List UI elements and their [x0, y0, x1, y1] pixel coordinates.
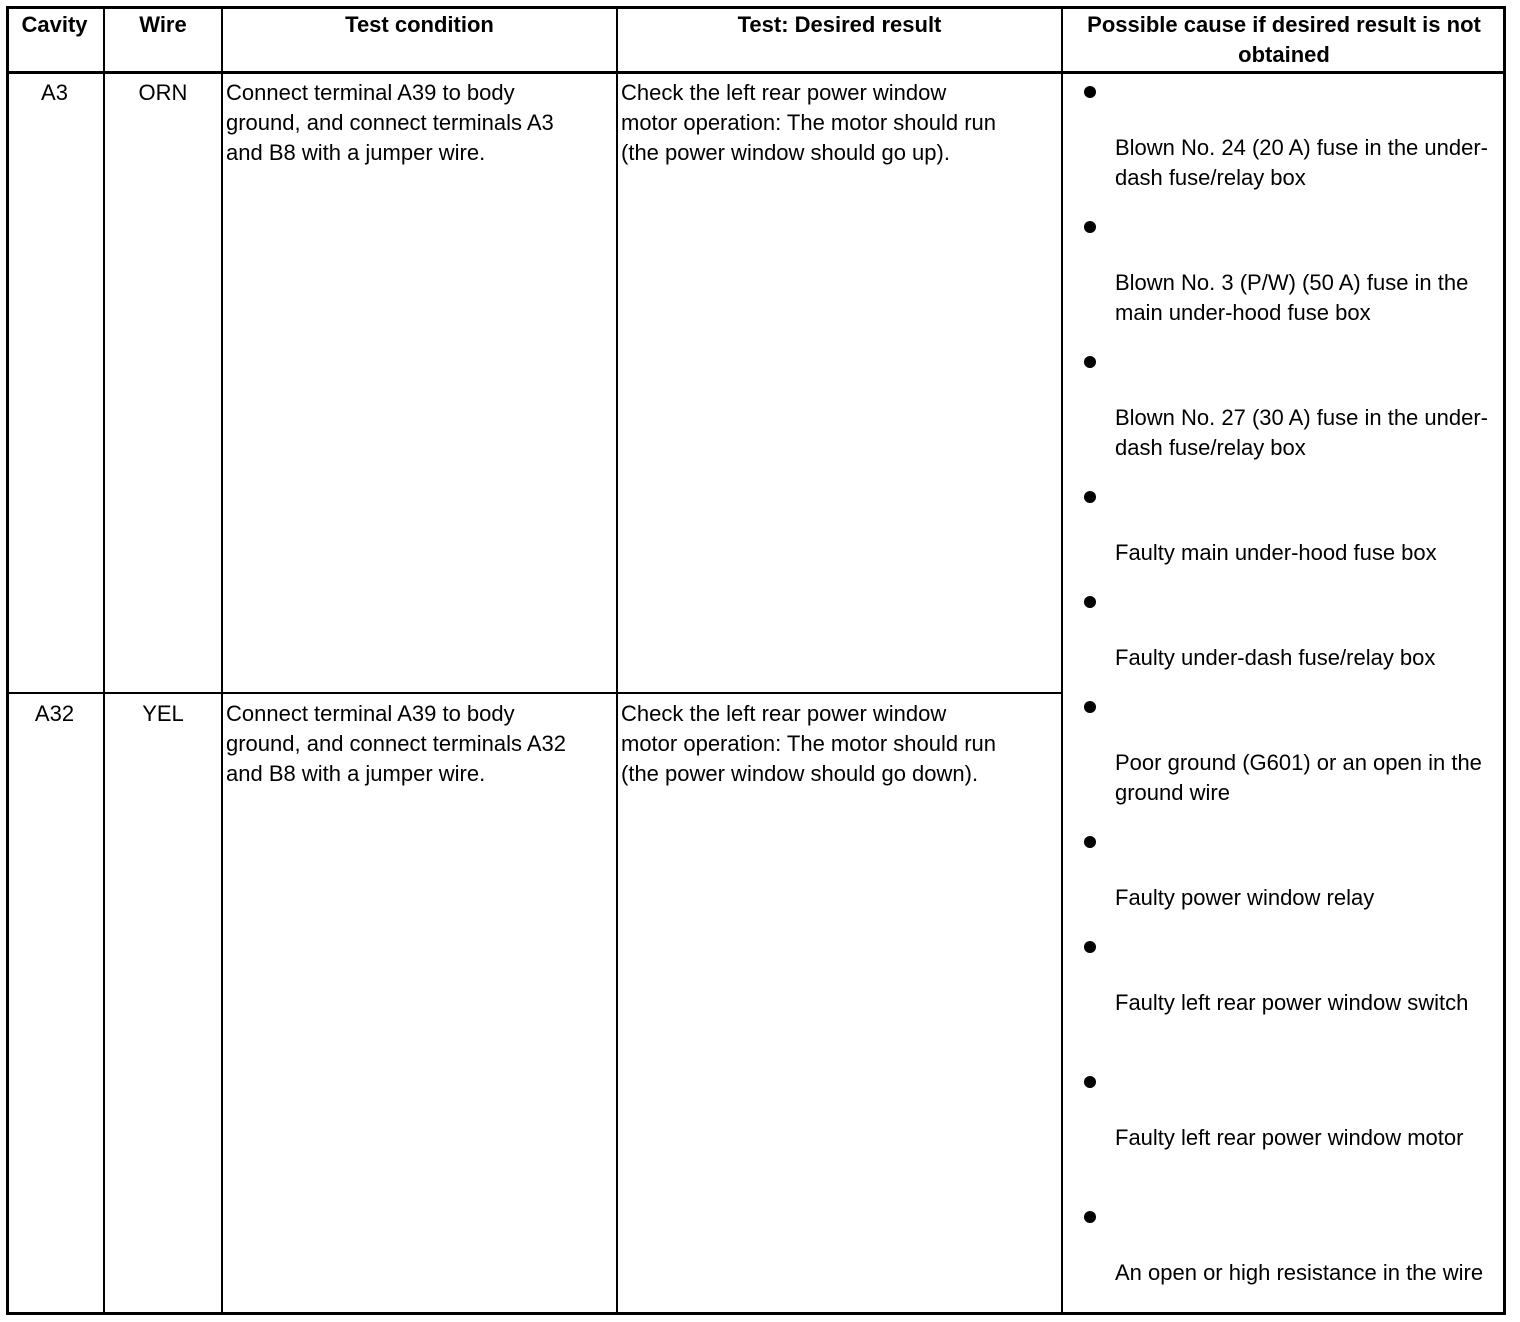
header-divider [6, 71, 1506, 74]
cause-item: Faulty left rear power window motor [1115, 1125, 1464, 1150]
column-divider [1061, 6, 1063, 1315]
cause-item: Faulty left rear power window switch [1115, 990, 1469, 1015]
cause-item: Faulty power window relay [1115, 885, 1375, 910]
column-divider [616, 6, 618, 1315]
cause-item: Faulty main under-hood fuse box [1115, 540, 1437, 565]
cause-item: An open or high resistance in the wire [1115, 1260, 1484, 1285]
bullet-icon [1084, 1076, 1096, 1088]
cause-item: Faulty under-dash fuse/relay box [1115, 645, 1436, 670]
row2-wire: YEL [142, 701, 184, 726]
bullet-icon [1084, 596, 1096, 608]
bullet-icon [1084, 356, 1096, 368]
bullet-icon [1084, 941, 1096, 953]
cause-item: Blown No. 27 (30 A) fuse in the under-dash fuse/relay box [1115, 405, 1488, 460]
cause-item: Blown No. 3 (P/W) (50 A) fuse in the main under-hood fuse box [1115, 270, 1469, 325]
bullet-icon [1084, 86, 1096, 98]
header-wire: Wire [139, 12, 187, 37]
header-desired-result: Test: Desired result [737, 12, 942, 37]
cause-item: Poor ground (G601) or an open in the ground wire [1115, 750, 1482, 805]
row1-test-condition: Connect terminal A39 to body ground, and connect terminals A3 and B8 with a jumper wire. [226, 80, 554, 165]
bullet-icon [1084, 491, 1096, 503]
column-divider [221, 6, 223, 1315]
row2-test-condition: Connect terminal A39 to body ground, and connect terminals A32 and B8 with a jumper wire. [226, 701, 567, 786]
header-possible-cause: Possible cause if desired result is not obtained [1087, 12, 1481, 67]
bullet-icon [1084, 836, 1096, 848]
row1-desired-result: Check the left rear power window motor operation: The motor should run (the power window should go up). [621, 80, 997, 165]
row1-cavity: A3 [41, 80, 68, 105]
header-test-condition: Test condition [345, 12, 494, 37]
row2-cavity: A32 [34, 701, 75, 726]
row1-wire: ORN [138, 80, 188, 105]
bullet-icon [1084, 1211, 1096, 1223]
bullet-icon [1084, 701, 1096, 713]
row2-desired-result: Check the left rear power window motor operation: The motor should run (the power window should go down). [621, 701, 997, 786]
row-divider [6, 692, 1062, 694]
header-cavity: Cavity [21, 12, 88, 37]
bullet-icon [1084, 221, 1096, 233]
cause-item: Blown No. 24 (20 A) fuse in the under-dash fuse/relay box [1115, 135, 1488, 190]
column-divider [103, 6, 105, 1315]
